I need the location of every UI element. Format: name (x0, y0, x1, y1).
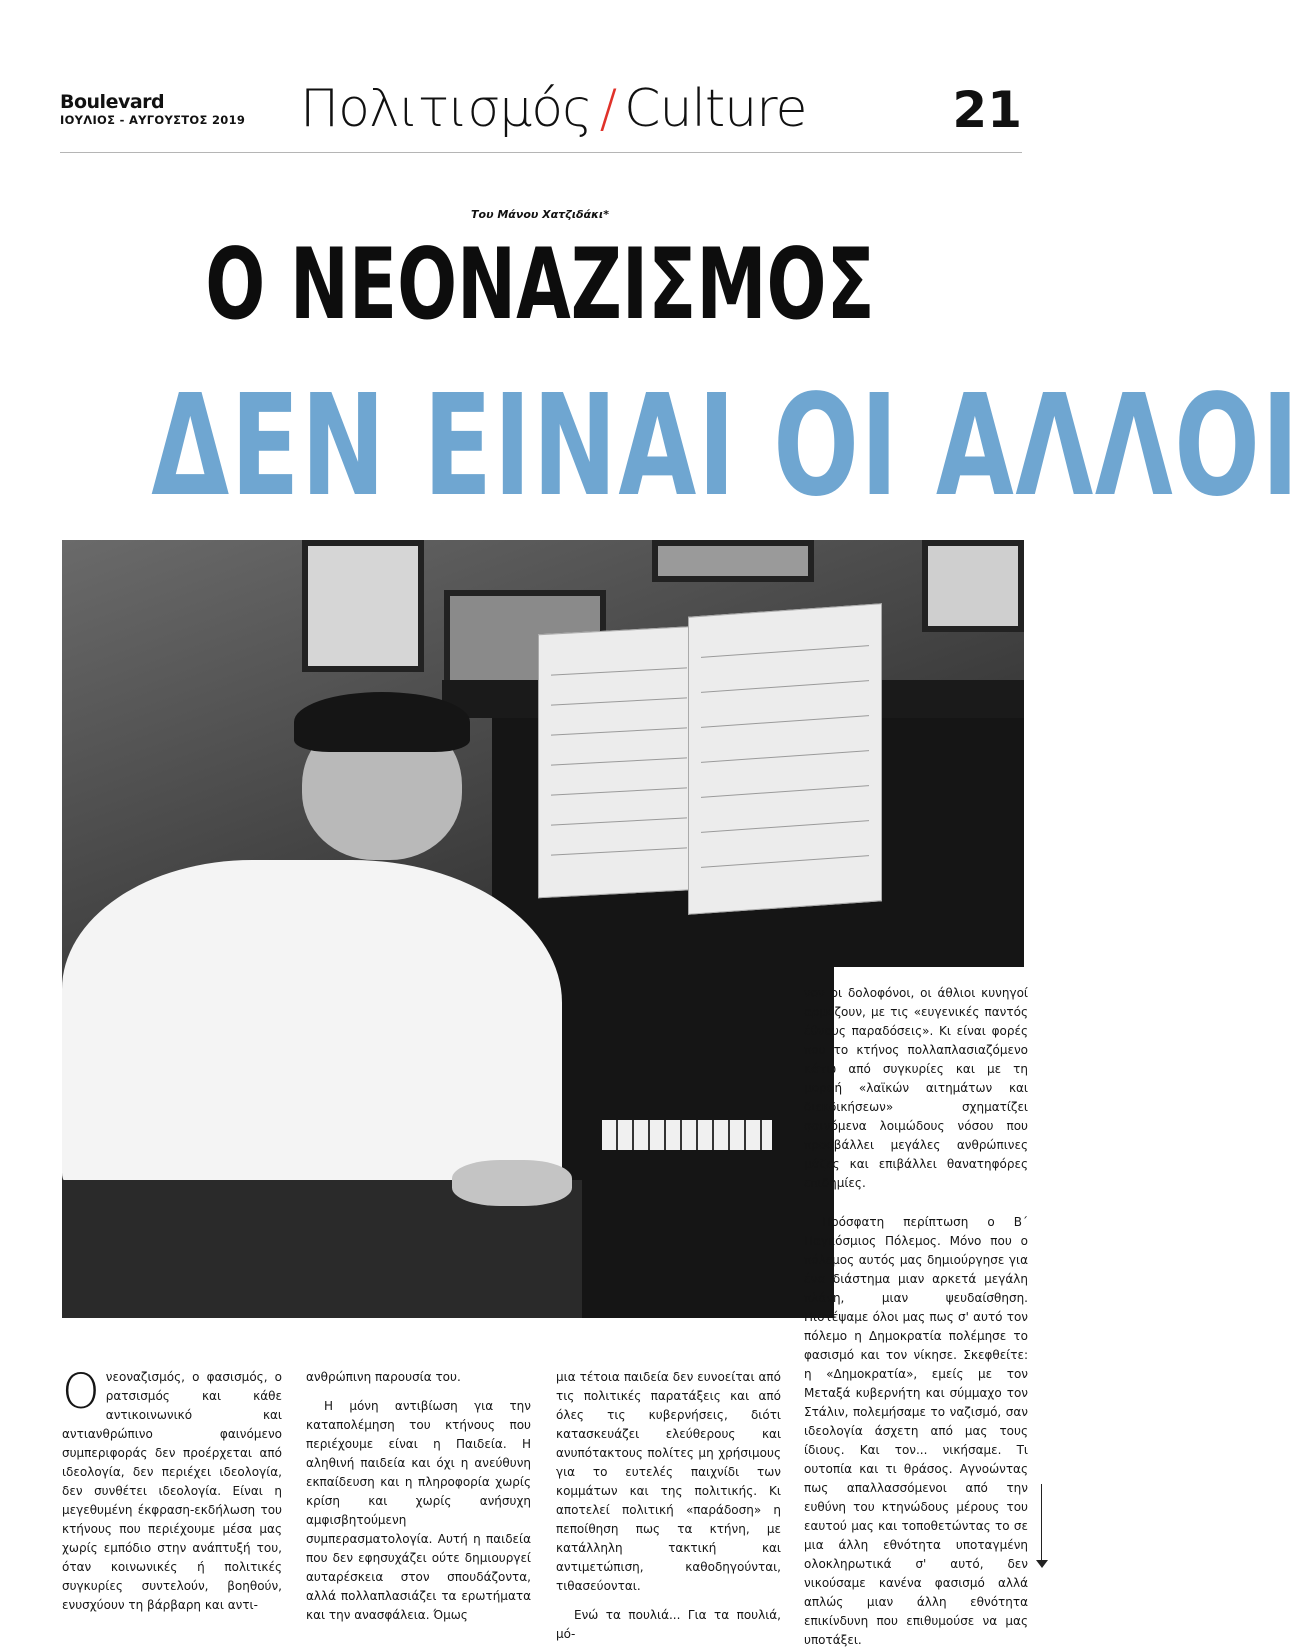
col3-paragraph-1: μια τέτοια παιδεία δεν ευνοείται από τις πολιτικές παρατάξεις και από όλες τις κυβερνήσεις, διότι κατασκευάζει ελεύθερους και ανυπότακτους πολίτες μη χρήσιμους για το ευτελές παιχνίδι των κομμάτων και της πολιτικής. Κι αποτελεί πολιτική «παράδοση» η πεποίθηση πως τα κτήνη, με κατάλληλη τακτική και αντιμετώπιση, καθοδηγούνται, τιθασεύονται. (556, 1370, 781, 1593)
sheet-music-left (538, 626, 700, 898)
portrait-hand (452, 1160, 572, 1206)
text-column-1 (62, 1364, 282, 1615)
issue-date: ΙΟΥΛΙΟΣ - ΑΥΓΟΥΣΤΟΣ 2019 (60, 113, 246, 127)
continue-arrow-line (1041, 1484, 1042, 1562)
wall-frame (922, 540, 1024, 632)
headline-line-1: Ο ΝΕΟΝΑΖΙΣΜΟΣ (205, 228, 875, 342)
wall-frame (652, 540, 814, 582)
header-divider (60, 152, 1022, 153)
page-number: 21 (952, 81, 1022, 139)
text-column-3 (556, 1368, 781, 1644)
col2-paragraph-1: ανθρώπινη παρουσία του. (306, 1370, 461, 1384)
continue-arrow-icon (1036, 1560, 1048, 1568)
headline-line-2: ΔΕΝ ΕΙΝΑΙ ΟΙ ΑΛΛΟΙ (151, 365, 1300, 528)
portrait-hair (294, 692, 470, 752)
col1-paragraph: νεοναζισμός, ο φασισμός, ο ρατσισμός και κάθε αντικοινωνικό και αντιανθρώπινο φαινόμενο συμπεριφοράς δεν προέρχεται από ιδεολογία, δεν περιέχει ιδεολογία, δεν συνθέτει ιδεολογία. Είναι η μεγεθυμένη έκφραση-εκδήλωση του κτήνους που περιέχουμε μέσα μας χωρίς εμπόδιο στην ανάπτυξή του, όταν κοινωνικές ή πολιτικές συγκυρίες συντελούν, βοηθούν, ενυσχύουν τη βάρβαρη και αντι- (62, 1370, 282, 1612)
piano-keys (602, 1120, 772, 1150)
section-title-slash: / (599, 79, 617, 139)
wall-frame (302, 540, 424, 672)
brand-name: Boulevard (60, 91, 165, 113)
sheet-music-right (688, 603, 882, 915)
byline: Του Μάνου Χατζιδάκι* (471, 208, 609, 221)
section-title-english: Culture (624, 79, 807, 139)
col4-paragraph-1: νον οι δολοφόνοι, οι άθλιοι κυνηγοί αρμόζουν, με τις «ευγενικές παντός έθνους παραδόσεις». Κι είναι φορές που το κτήνος πολλαπλασιαζόμενο κάτω από συγκυρίες και με τη μορφή «λαϊκών αιτημάτων και διεκδικήσεων» σχηματίζει φαινόμενα λοιμώδους νόσου που προσβάλλει μεγάλες ανθρώπινες μάζες και επιβάλλει θανατηφόρες επιδημίες. (804, 986, 1028, 1190)
text-column-4 (804, 984, 1028, 1650)
col3-paragraph-2: Ενώ τα πουλιά... Για τα πουλιά, μό- (556, 1608, 781, 1641)
masthead (60, 92, 245, 128)
col4-paragraph-2: Πρόσφατη περίπτωση ο Β΄ Παγκόσμιος Πόλεμος. Μόνο που ο πόλεμος αυτός μας δημιούργησε για ένα διάστημα μιαν αρκετά μεγάλη πλάνη, μιαν ψευδαίσθηση. Πιστέψαμε όλοι μας πως σ' αυτό τον πόλεμο η Δημοκρατία πολέμησε το φασισμό και τον νίκησε. Σκεφθείτε: η «Δημοκρατία», εμείς με τον Μεταξά κυβερνήτη και σύμμαχο τον Στάλιν, πολεμήσαμε το ναζισμό, σαν ιδεολογία άσχετη από μας τους ίδιους. Και τον... νικήσαμε. Τι ουτοπία και τι θράσος. Αγνοώντας πως απαλλασσόμενοι από την ευθύνη του κτηνώδους μέρους του εαυτού μας και τοποθετώντας το σε μια άλλη εθνότητα υποταγμένη ολοκληρωτικά σ' αυτό, δεν νικούσαμε κανένα φασισμό αλλά απλώς μιαν άλλη εθνότητα επικίνδυνη που επιθυμούσε να μας υποτάξει. (804, 1215, 1028, 1647)
drop-cap: Ο (62, 1364, 100, 1420)
col2-paragraph-2: Η μόνη αντιβίωση για την καταπολέμηση του κτήνους που περιέχουμε είναι η Παιδεία. Η αληθινή παιδεία και όχι η ανεύθυνη εκπαίδευση και η πληροφορία χωρίς κρίση και χωρίς ανήσυχη αμφισβητούμενη συμπερασματολογία. Αυτή η παιδεία που δεν εφησυχάζει ούτε δημιουργεί αυταρέσκεια στον σπουδάζοντα, αλλά πολλαπλασιάζει τα ερωτήματα και την ανασφάλεια. Όμως (306, 1399, 531, 1622)
section-title-greek: Πολιτισμός (300, 79, 592, 139)
portrait-shirt (62, 860, 562, 1200)
text-column-2 (306, 1368, 531, 1625)
section-title (300, 74, 806, 144)
